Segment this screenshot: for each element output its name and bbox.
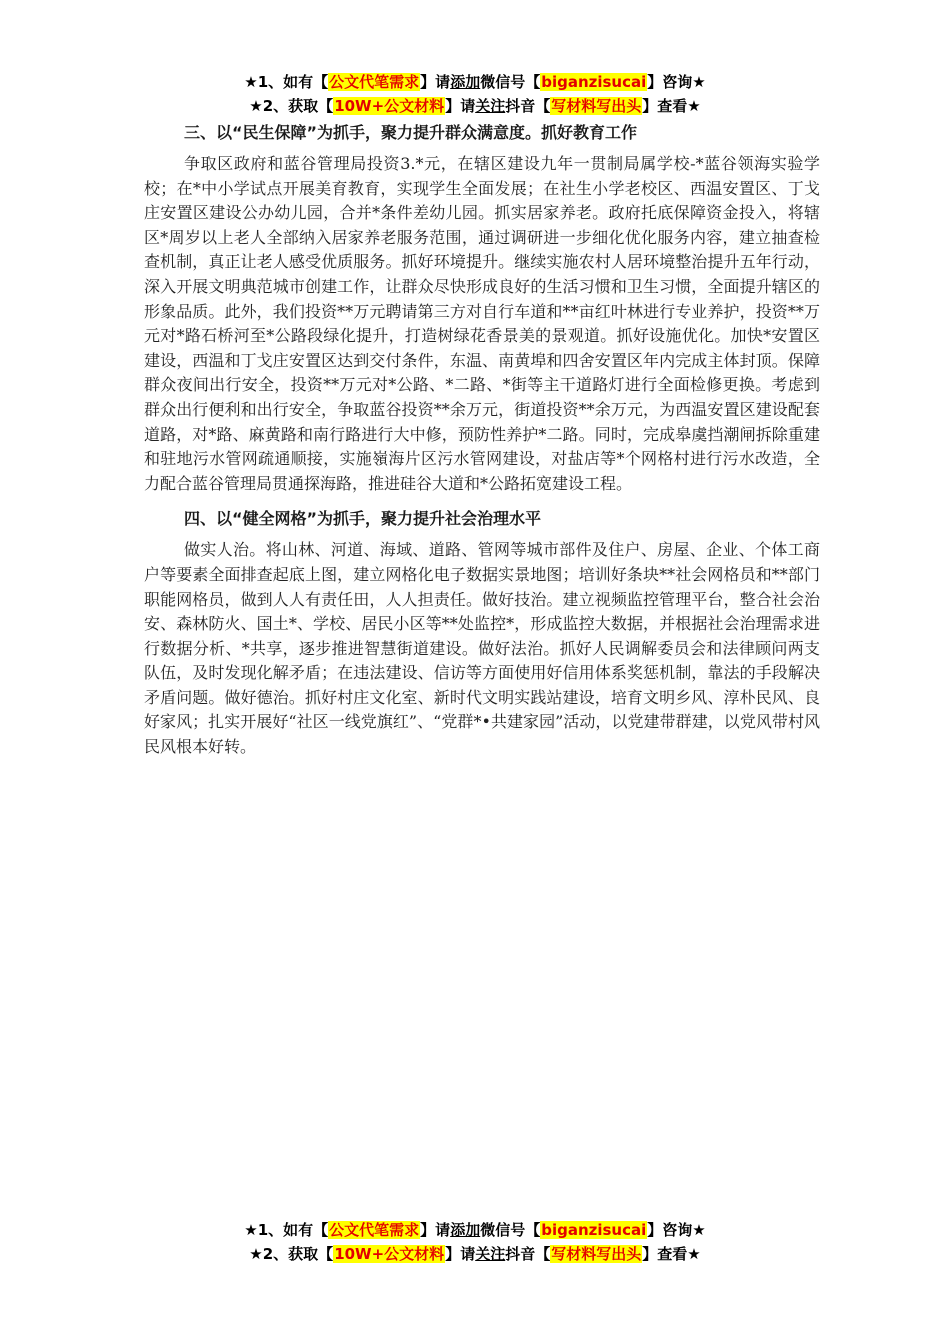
underlined-add: 添加 — [450, 1221, 481, 1239]
bottom-promo-banner — [0, 1218, 950, 1266]
highlight-ghostwriting: 公文代笔需求 — [329, 1221, 420, 1239]
promo-text: ★1、如有【 — [244, 1221, 329, 1239]
highlight-ghostwriting: 公文代笔需求 — [329, 73, 420, 91]
highlight-materials: 10W+公文材料 — [334, 1245, 445, 1263]
section-heading-3: 三、以“民生保障”为抓手，聚力提升群众满意度。抓好教育工作 — [184, 123, 638, 142]
promo-text: 抖音【 — [505, 1245, 551, 1263]
promo-line-2 — [0, 1242, 950, 1266]
highlight-douyin: 写材料写出头 — [551, 97, 642, 115]
promo-text: 】查看★ — [642, 97, 701, 115]
promo-text: 】咨询★ — [647, 1221, 706, 1239]
promo-text: 微信号【 — [480, 1221, 541, 1239]
promo-line-2 — [0, 94, 950, 118]
highlight-materials: 10W+公文材料 — [334, 97, 445, 115]
underlined-follow: 关注 — [475, 1245, 506, 1263]
promo-line-1 — [0, 1218, 950, 1242]
promo-text: 】请 — [445, 1245, 476, 1263]
document-body — [144, 120, 820, 768]
highlight-wechat-id: biganzisucai — [541, 73, 647, 91]
highlight-douyin: 写材料写出头 — [551, 1245, 642, 1263]
section-paragraph-4: 做实人治。将山林、河道、海域、道路、管网等城市部件及住户、房屋、企业、个体工商户等要素全面排查起底上图，建立网格化电子数据实景地图；培训好条块**社会网格员和**部门职能网格员，做到人人有责任田，人人担责任。做好技治。建立视频监控管理平台，整合社会治安、森林防火、国土*、学校、居民小区等**处监控*，形成监控大数据，并根据社会治理需求进行数据分析、*共享，逐步推进智慧街道建设。做好法治。抓好人民调解委员会和法律顾问两支队伍，及时发现化解矛盾；在违法建设、信访等方面使用好信用体系奖惩机制，靠法的手段解决矛盾问题。做好德治。抓好村庄文化室、新时代文明实践站建设，培育文明乡风、淳朴民风、良好家风；扎实开展好“社区一线党旗红”、“党群*•共建家园”活动，以党建带群建，以党风带村风民风根本好转。 — [144, 540, 820, 757]
promo-text: 微信号【 — [480, 73, 541, 91]
section-heading-4: 四、以“健全网格”为抓手，聚力提升社会治理水平 — [184, 509, 542, 529]
promo-text: 】查看★ — [642, 1245, 701, 1263]
promo-text: ★1、如有【 — [244, 73, 329, 91]
underlined-add: 添加 — [450, 73, 481, 91]
highlight-wechat-id: biganzisucai — [541, 1221, 647, 1239]
promo-text: 】请 — [420, 73, 451, 91]
top-promo-banner — [0, 70, 950, 118]
promo-text: 】请 — [445, 97, 476, 115]
promo-line-1 — [0, 70, 950, 94]
promo-text: 】咨询★ — [647, 73, 706, 91]
section-paragraph-3: 争取区政府和蓝谷管理局投资3.*元，在辖区建设九年一贯制局属学校-*蓝谷领海实验学校；在*中小学试点开展美育教育，实现学生全面发展；在社生小学老校区、西温安置区、丁戈庄安置区建设公办幼儿园，合并*条件差幼儿园。抓实居家养老。政府托底保障资金投入，将辖区*周岁以上老人全部纳入居家养老服务范围，通过调研进一步细化优化服务内容，建立抽查检查机制，真正让老人感受优质服务。抓好环境提升。继续实施农村人居环境整治提升五年行动，深入开展文明典范城市创建工作，让群众尽快形成良好的生活习惯和卫生习惯，全面提升辖区的形象品质。此外，我们投资**万元聘请第三方对自行车道和**亩红叶林进行专业养护，投资**万元对*路石桥河至*公路段绿化提升，打造树绿花香景美的景观道。抓好设施优化。加快*安置区建设，西温和丁戈庄安置区达到交付条件，东温、南黄埠和四舍安置区年内完成主体封顶。保障群众夜间出行安全，投资**万元对*公路、*二路、*街等主干道路灯进行全面检修更换。考虑到群众出行便利和出行安全，争取蓝谷投资**余万元，街道投资**余万元，为西温安置区建设配套道路，对*路、麻黄路和南行路进行大中修，预防性养护*二路。同时，完成皋虞挡潮闸拆除重建和驻地污水管网疏通顺接，实施嶺海片区污水管网建设，对盐店等*个网格村进行污水改造，全力配合蓝谷管理局贯通探海路，推进硅谷大道和*公路拓宽建设工程。 — [144, 154, 820, 493]
underlined-follow: 关注 — [475, 97, 506, 115]
promo-text: ★2、获取【 — [249, 1245, 334, 1263]
promo-text: ★2、获取【 — [249, 97, 334, 115]
promo-text: 抖音【 — [505, 97, 551, 115]
promo-text: 】请 — [420, 1221, 451, 1239]
